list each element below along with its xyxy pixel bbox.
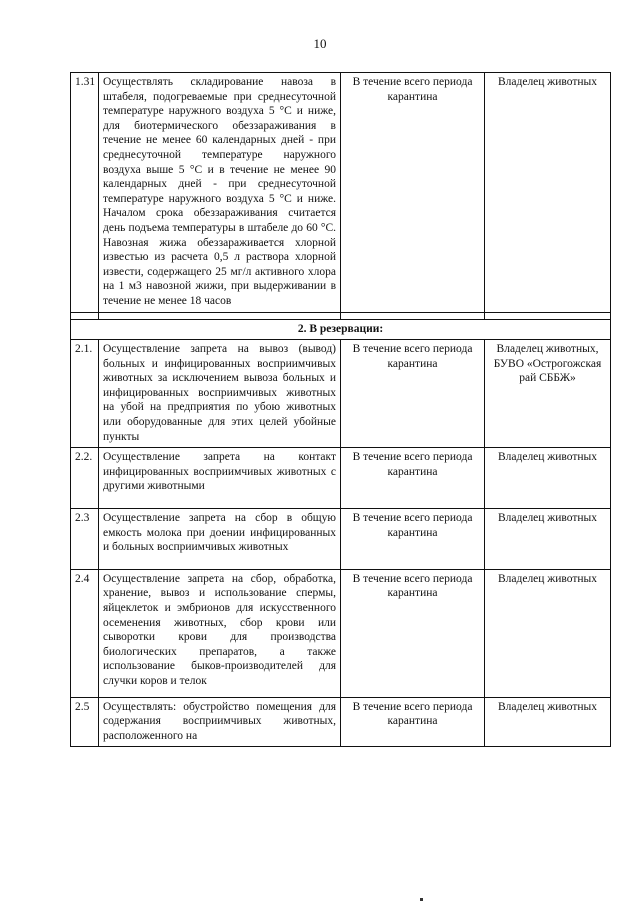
row-responsible: Владелец животных, БУВО «Острогожская рай СББЖ» [485, 340, 611, 448]
table-row [71, 509, 611, 570]
table-row [71, 697, 611, 747]
row-term: В течение всего периода карантина [341, 509, 485, 570]
row-action: Осуществлять складирование навоза в штабеля, подогреваемые при среднесуточной температуре наружного воздуха 5 °С и ниже, для биотермического обеззараживания в течение не менее 60 календарных дней - при среднесуточной температуре наружного воздуха выше 5 °С и в течение не менее 90 календарных дней - при среднесуточной температуре наружного воздуха 5 °С и ниже. Началом срока обеззараживания считается день подъема температуры в штабеле до 60 °С. Навозная жижа обеззараживается хлорной известью из расчета 0,5 л раствора хлорной извести, содержащего 25 мг/л активного хлора на 1 м3 навозной жижи, при выдерживании в течение не менее 18 часов [99, 73, 341, 313]
scan-speck [420, 898, 423, 901]
row-number: 2.3 [71, 509, 99, 570]
page-number: 10 [313, 36, 327, 51]
table-row [71, 340, 611, 448]
row-term: В течение всего периода карантина [341, 73, 485, 313]
row-term: В течение всего периода карантина [341, 697, 485, 747]
row-number: 2.1. [71, 340, 99, 448]
row-number: 1.31 [71, 73, 99, 313]
row-responsible: Владелец животных [485, 73, 611, 313]
row-responsible: Владелец животных [485, 448, 611, 509]
row-responsible: Владелец животных [485, 569, 611, 697]
row-term: В течение всего периода карантина [341, 448, 485, 509]
row-action: Осуществление запрета на вывоз (вывод) больных и инфицированных восприимчивых животных за исключением вывоза больных и инфицированных восприимчивых животных на убой на предприятия по убою животных или оборудованные для этих целей убойные пункты [99, 340, 341, 448]
table-row [71, 448, 611, 509]
row-number: 2.2. [71, 448, 99, 509]
table-row-spacer [71, 312, 611, 319]
row-number: 2.5 [71, 697, 99, 747]
row-term: В течение всего периода карантина [341, 340, 485, 448]
row-action: Осуществлять: обустройство помещения для содержания восприимчивых животных, расположенного на [99, 697, 341, 747]
row-responsible: Владелец животных [485, 697, 611, 747]
row-number: 2.4 [71, 569, 99, 697]
table-row [71, 569, 611, 697]
row-action: Осуществление запрета на контакт инфицированных восприимчивых животных с другими животными [99, 448, 341, 509]
section-heading: 2. В резервации: [71, 319, 611, 340]
row-responsible: Владелец животных [485, 509, 611, 570]
row-term: В течение всего периода карантина [341, 569, 485, 697]
section-row [71, 319, 611, 340]
row-action: Осуществление запрета на сбор, обработка, хранение, вывоз и использование спермы, яйцеклеток и эмбрионов для искусственного осеменения животных, сбор крови или сыворотки крови для производства биологических препаратов, а также использование быков-производителей для случки коров и телок [99, 569, 341, 697]
table-row [71, 73, 611, 313]
measures-table [70, 72, 611, 747]
row-action: Осуществление запрета на сбор в общую емкость молока при доении инфицированных и больных восприимчивых животных [99, 509, 341, 570]
